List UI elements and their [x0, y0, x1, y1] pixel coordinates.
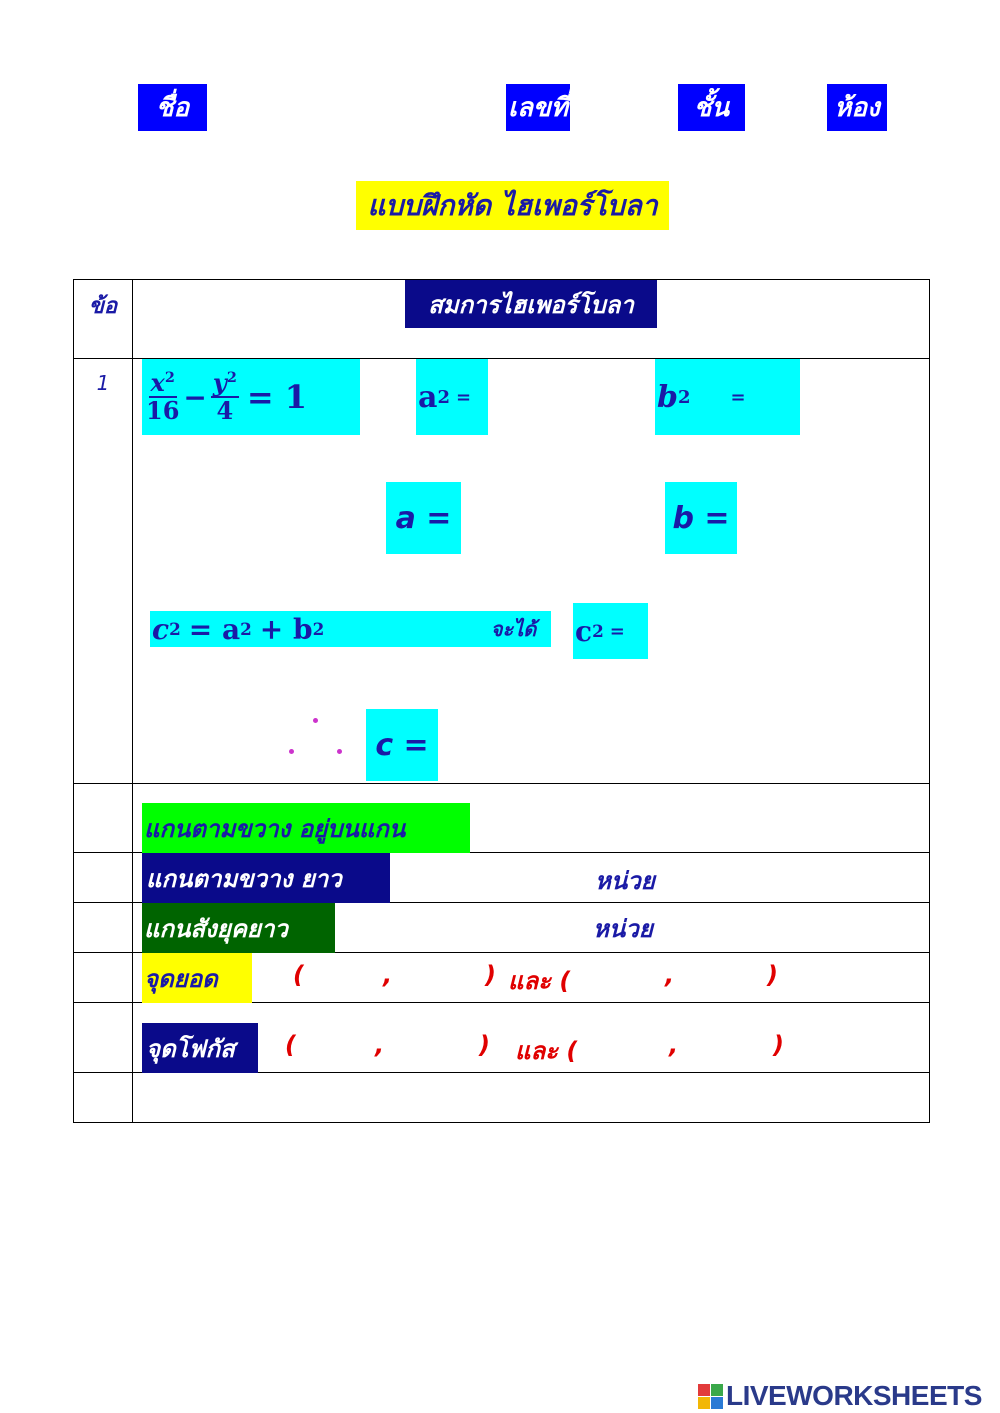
b-box: b = — [665, 482, 737, 554]
a-squared-exp: 2 — [437, 386, 450, 408]
therefore-dot-top — [313, 718, 318, 723]
a-squared-eq: = — [455, 386, 472, 408]
vertex1-open: ( — [293, 961, 304, 989]
c-squared-eq: = — [609, 620, 625, 642]
therefore-dot-right — [337, 749, 342, 754]
empty-no-cell-5 — [74, 1003, 133, 1073]
empty-no-cell-6 — [74, 1073, 133, 1123]
foci-and: และ ( — [515, 1037, 578, 1065]
col-no-header-cell — [74, 280, 133, 359]
row-number-cell — [74, 359, 133, 784]
col-eq-header-cell — [133, 280, 930, 359]
hyperbola-equation — [142, 359, 360, 435]
y-var: y — [212, 367, 227, 397]
c-formula-eq-a: = a — [188, 612, 241, 646]
focus1-open: ( — [285, 1031, 296, 1059]
logo-text: LIVEWORKSHEETS — [726, 1380, 982, 1411]
c-squared-var: c — [575, 614, 593, 648]
empty-no-cell-2 — [74, 853, 133, 903]
y-den: 4 — [216, 396, 234, 425]
focus1-comma: , — [375, 1031, 385, 1059]
empty-no-cell-3 — [74, 903, 133, 953]
a-squared-box — [416, 359, 488, 435]
c-formula-exp3: 2 — [312, 619, 325, 639]
foci-label: จุดโฟกัส — [142, 1023, 258, 1073]
exercise-table — [73, 279, 930, 1123]
number-label: เลขที่ — [506, 84, 570, 131]
vertex2-comma: , — [665, 961, 675, 989]
room-label: ห้อง — [827, 84, 887, 131]
focus2-comma: , — [669, 1031, 679, 1059]
therefore-dot-left — [289, 749, 294, 754]
empty-no-cell-1 — [74, 784, 133, 853]
name-label: ชื่อ — [138, 84, 207, 131]
vertex1-comma: , — [383, 961, 393, 989]
equals-one: = 1 — [246, 378, 308, 416]
vertices-cell — [133, 953, 930, 1003]
x-fraction — [146, 367, 180, 425]
liveworksheets-logo — [698, 1380, 982, 1412]
foci-cell — [133, 1003, 930, 1073]
vertices-and: และ ( — [508, 967, 571, 995]
conjugate-axis-length-cell — [133, 903, 930, 953]
b-squared-eq: = — [730, 386, 746, 408]
b-squared-exp: 2 — [677, 386, 691, 408]
y-exp: 2 — [226, 368, 237, 386]
vertex2-close: ) — [767, 961, 778, 989]
x-exp: 2 — [164, 368, 175, 386]
x-den: 16 — [146, 396, 180, 425]
transverse-axis-on-cell — [133, 784, 930, 853]
transverse-axis-length-cell — [133, 853, 930, 903]
y-fraction — [211, 367, 239, 425]
c-formula-exp1: 2 — [169, 619, 181, 639]
vertices-label: จุดยอด — [142, 953, 252, 1003]
minus-sign: − — [183, 380, 207, 414]
b-squared-box — [655, 359, 800, 435]
c-formula-plus-b: + b — [259, 612, 313, 646]
col-no-header: ข้อ — [88, 294, 118, 319]
unit-label-1: หน่วย — [595, 867, 655, 895]
transverse-axis-length-label: แกนตามขวาง ยาว — [142, 853, 390, 903]
a-box: a = — [386, 482, 461, 554]
focus2-close: ) — [773, 1031, 784, 1059]
col-eq-header: สมการไฮเพอร์โบลา — [405, 280, 657, 328]
equation-cell — [133, 359, 930, 784]
row-number: 1 — [96, 371, 110, 395]
conjugate-axis-length-label: แกนสังยุคยาว — [142, 903, 335, 953]
will-get-label: จะได้ — [476, 611, 551, 647]
transverse-axis-on-label: แกนตามขวาง อยู่บนแกน — [142, 803, 470, 853]
empty-no-cell-4 — [74, 953, 133, 1003]
grade-label: ชั้น — [678, 84, 745, 131]
unit-label-2: หน่วย — [593, 915, 653, 943]
vertex1-close: ) — [485, 961, 496, 989]
empty-eq-cell — [133, 1073, 930, 1123]
c-formula-exp2: 2 — [240, 619, 252, 639]
c-squared-exp: 2 — [592, 621, 604, 641]
c-formula-c: c — [152, 612, 170, 646]
b-squared-var: b — [657, 379, 678, 415]
worksheet-title: แบบฝึกหัด ไฮเพอร์โบลา — [356, 181, 669, 230]
a-squared-var: a — [418, 379, 438, 415]
x-var: x — [150, 367, 165, 397]
focus1-close: ) — [479, 1031, 490, 1059]
logo-mark-icon — [698, 1384, 723, 1409]
c-box: c = — [366, 709, 438, 781]
c-squared-box — [573, 603, 648, 659]
c-formula — [150, 611, 476, 647]
